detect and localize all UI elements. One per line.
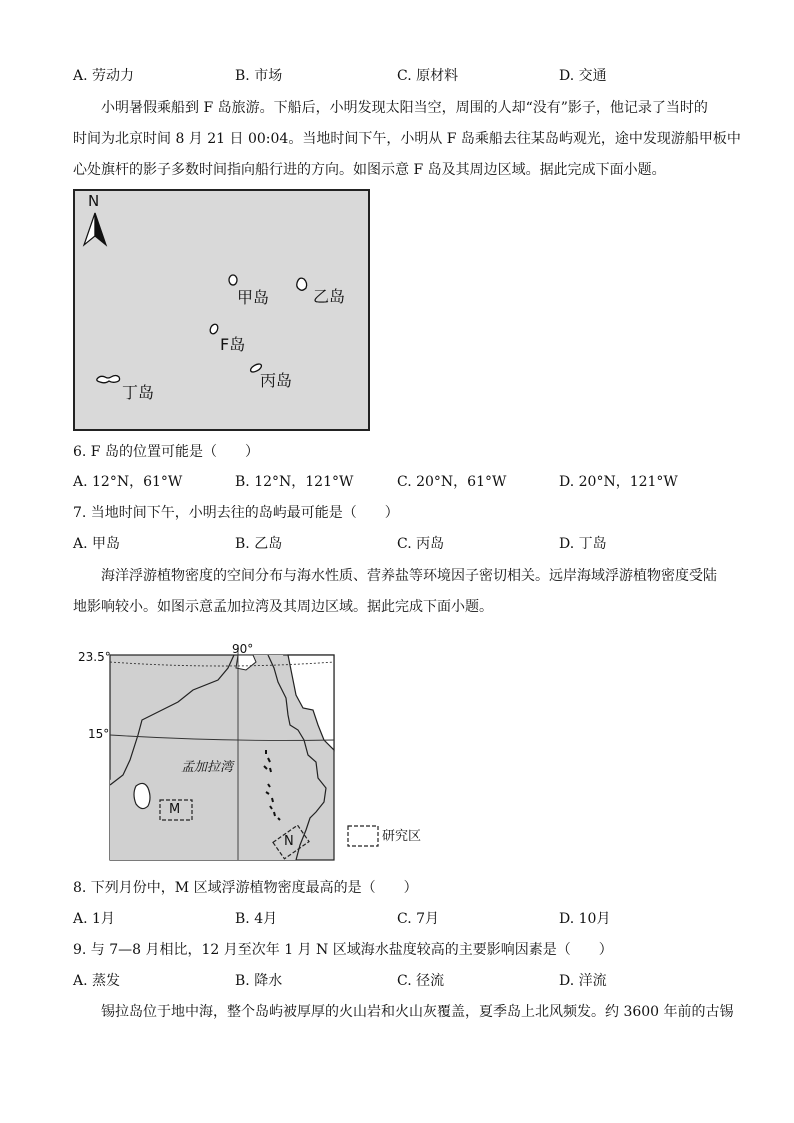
q7-option-a: A. 甲岛 [73,536,121,552]
island-f [209,323,220,335]
bay-map-drawing [78,640,428,865]
island-jia [229,275,237,285]
bay-of-bengal-map [78,640,428,865]
north-label: N [88,192,100,210]
q6-option-c: C. 20°N，61°W [397,474,507,490]
q8-stem: 8. 下列月份中，M 区域浮游植物密度最高的是（ ） [73,880,418,896]
q8-option-c: C. 7月 [397,911,440,927]
q7-option-d: D. 丁岛 [559,536,607,552]
island-map-drawing [75,191,368,429]
q8-option-b: B. 4月 [235,911,278,927]
island-ding [97,376,120,383]
q6-option-a: A. 12°N，61°W [73,474,183,490]
q7-option-b: B. 乙岛 [235,536,283,552]
q9-option-a: A. 蒸发 [73,973,121,989]
passage1-line2: 时间为北京时间 8 月 21 日 00:04。当地时间下午，小明从 F 岛乘船去往某岛屿观光，途中发现游船甲板中 [73,131,741,147]
legend-box [348,826,378,846]
passage1-line3: 心处旗杆的影子多数时间指向船行进的方向。如图示意 F 岛及其周边区域。据此完成下面小题。 [73,162,666,178]
q7-option-c: C. 丙岛 [397,536,445,552]
sri-lanka [134,783,150,808]
q5-option-a: A. 劳动力 [73,68,135,84]
q9-option-d: D. 洋流 [559,973,607,989]
north-arrow-right [95,213,106,245]
q9-stem: 9. 与 7—8 月相比，12 月至次年 1 月 N 区域海水盐度较高的主要影响因素是（ ） [73,942,613,958]
label-n: N [284,834,294,849]
island-yi [297,278,307,290]
q7-stem: 7. 当地时间下午，小明去往的岛屿最可能是（ ） [73,505,399,521]
label-lat235: 23.5° [78,650,111,664]
passage1-line1: 小明暑假乘船到 F 岛旅游。下船后，小明发现太阳当空，周围的人却“没有”影子，他记录了当时的 [101,100,708,116]
label-bing: 丙岛 [260,371,293,390]
passage2-line1: 海洋浮游植物密度的空间分布与海水性质、营养盐等环境因子密切相关。远岸海域浮游植物密度受陆 [101,568,717,584]
label-m: M [169,802,181,817]
passage3-line1: 锡拉岛位于地中海，整个岛屿被厚厚的火山岩和火山灰覆盖，夏季岛上北风频发。约 3600 年前的古锡 [101,1004,734,1020]
label-lat15: 15° [88,727,110,741]
q9-option-c: C. 径流 [397,973,445,989]
passage2-line2: 地影响较小。如图示意孟加拉湾及其周边区域。据此完成下面小题。 [73,599,493,615]
q5-option-c: C. 原材料 [397,68,459,84]
q6-stem: 6. F 岛的位置可能是（ ） [73,444,259,460]
q5-option-d: D. 交通 [559,68,607,84]
label-yi: 乙岛 [313,287,346,306]
label-lon90: 90° [232,642,254,656]
q8-option-d: D. 10月 [559,911,611,927]
q8-option-a: A. 1月 [73,911,115,927]
q9-option-b: B. 降水 [235,973,283,989]
label-f: F岛 [220,335,246,354]
north-arrow-left [84,213,95,245]
q6-option-d: D. 20°N，121°W [559,474,678,490]
q6-option-b: B. 12°N，121°W [235,474,354,490]
label-ding: 丁岛 [122,383,155,402]
label-bay: 孟加拉湾 [181,760,234,775]
legend-label: 研究区 [382,829,422,844]
q5-option-b: B. 市场 [235,68,283,84]
label-jia: 甲岛 [237,288,270,307]
island-map [73,189,370,431]
